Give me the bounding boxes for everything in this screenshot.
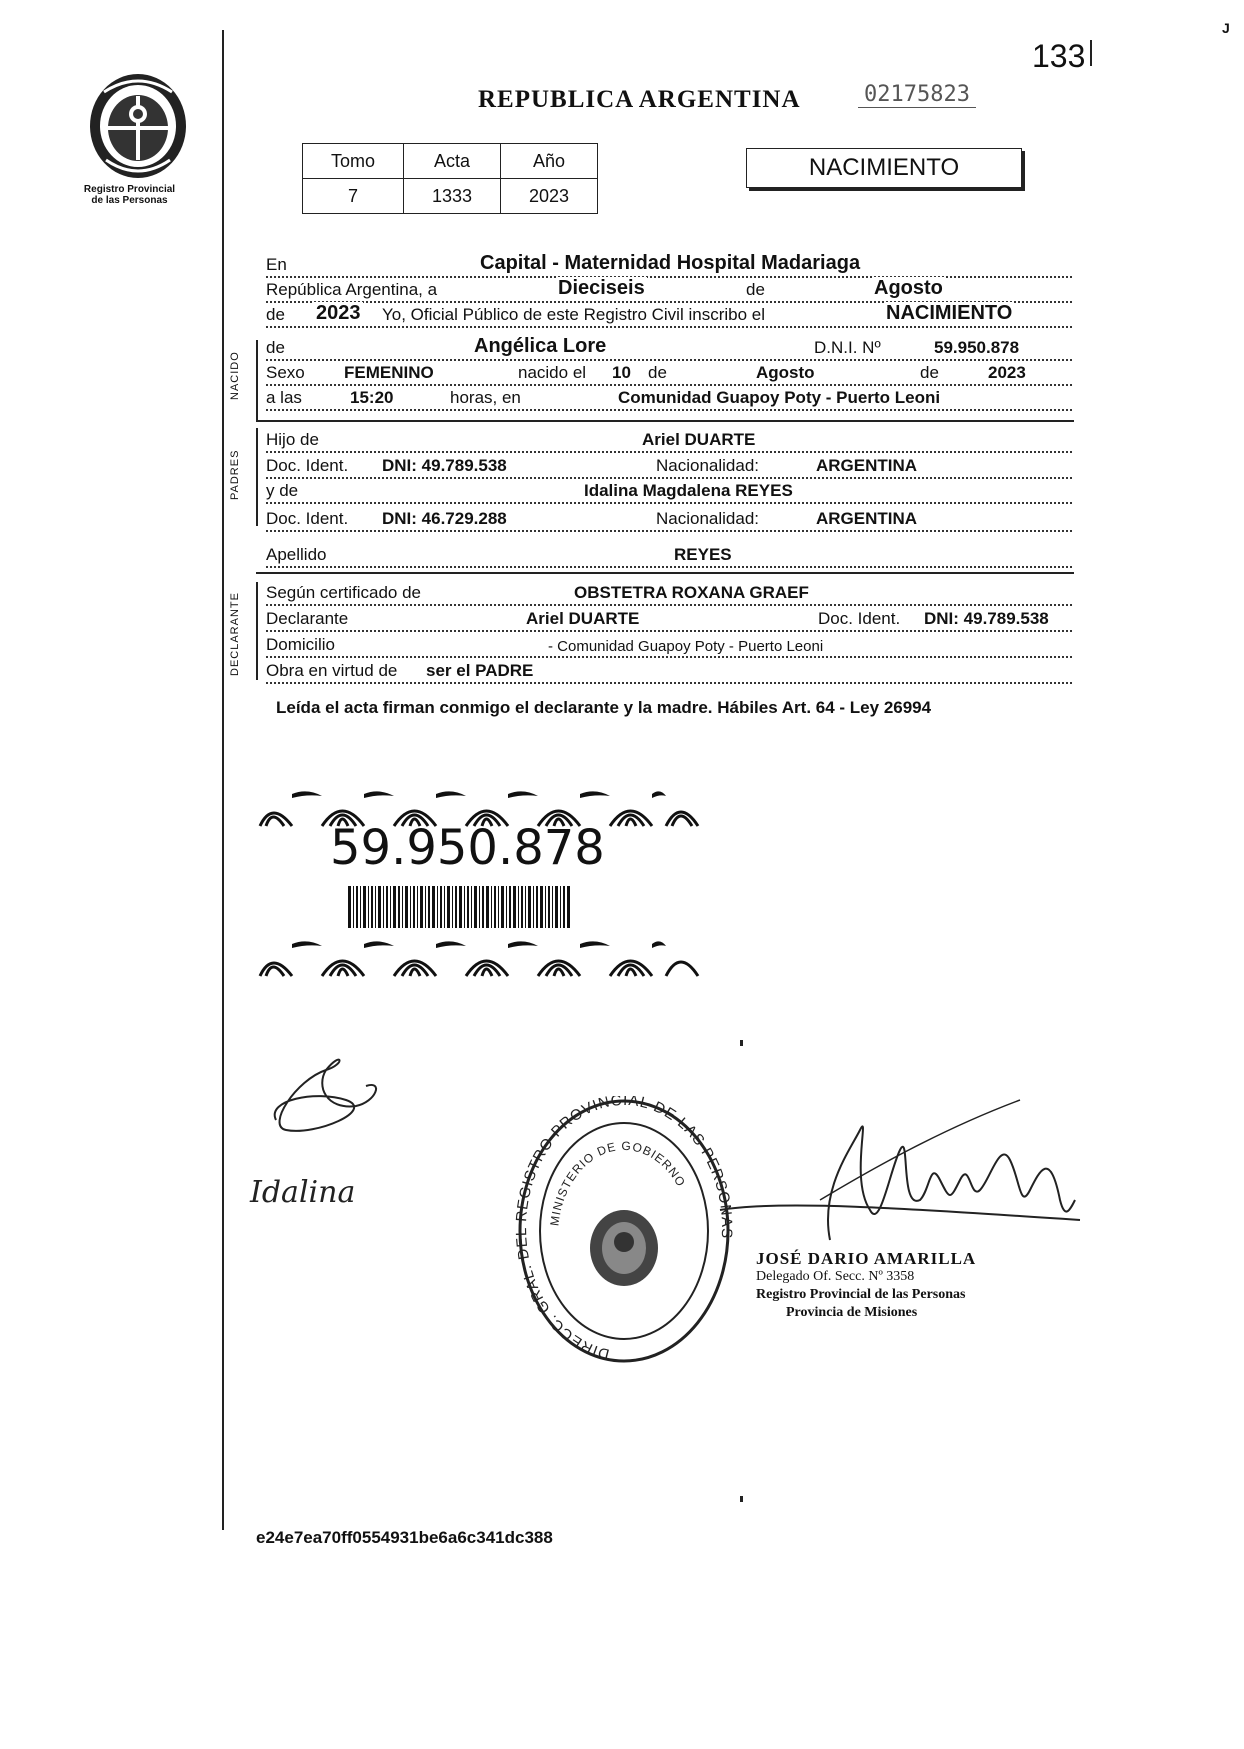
nacido-bracket	[256, 340, 258, 420]
seal-inner-text: MINISTERIO DE GOBIERNO	[547, 1138, 689, 1227]
declarante-bracket	[256, 582, 258, 680]
father-name: Ariel DUARTE	[642, 430, 756, 449]
section-divider-1	[256, 420, 1074, 422]
en-label: En	[266, 255, 290, 275]
father-nationality: ARGENTINA	[816, 456, 918, 475]
birth-de-label: de	[648, 363, 670, 383]
official-name: JOSÉ DARIO AMARILLA	[756, 1249, 977, 1268]
birth-hour: 15:20	[350, 388, 394, 407]
month-value: Agosto	[874, 277, 943, 299]
row-domicilio	[266, 630, 1072, 658]
nacido-de-label: de	[266, 338, 288, 358]
mother-nationality: ARGENTINA	[816, 509, 918, 528]
left-margin-line	[222, 30, 224, 1530]
row-place	[266, 250, 1072, 278]
mother-doc: DNI: 46.729.288	[382, 509, 507, 528]
tick-mark	[740, 1040, 743, 1046]
obra-value: ser el PADRE	[426, 661, 534, 680]
child-name: Angélica Lore	[474, 335, 607, 357]
row-apellido	[266, 540, 1072, 568]
birth-day: 10	[612, 363, 631, 382]
logo-label-line2: de las Personas	[91, 195, 168, 206]
record-table	[302, 143, 598, 214]
mother-nac-label: Nacionalidad:	[656, 509, 762, 529]
domicilio-label: Domicilio	[266, 635, 338, 655]
yde-label: y de	[266, 481, 301, 501]
padres-bracket	[256, 428, 258, 526]
nacido-el-label: nacido el	[518, 363, 589, 383]
row-year	[266, 300, 1072, 328]
header-acta: Acta	[404, 144, 501, 179]
cert-value: OBSTETRA ROXANA GRAEF	[574, 583, 809, 602]
row-declarante	[266, 604, 1072, 632]
declarante-name: Ariel DUARTE	[526, 609, 640, 628]
row-date	[266, 275, 1072, 303]
birth-de-label-2: de	[920, 363, 942, 383]
birth-month: Agosto	[756, 363, 815, 382]
tick-mark	[740, 1496, 743, 1502]
nacido-section-label: NACIDO	[229, 351, 241, 400]
year-value: 2023	[316, 302, 361, 324]
father-doc-label: Doc. Ident.	[266, 456, 351, 476]
declarante-doc-label: Doc. Ident.	[818, 609, 903, 629]
row-mother	[266, 476, 1072, 504]
corner-mark: J	[1222, 20, 1230, 36]
dni-label: D.N.I. Nº	[814, 338, 884, 358]
horas-label: horas, en	[450, 388, 524, 408]
value-acta: 1333	[404, 179, 501, 214]
sexo-label: Sexo	[266, 363, 308, 383]
de-label: de	[746, 280, 768, 300]
declarante-label: Declarante	[266, 609, 351, 629]
mother-doc-label: Doc. Ident.	[266, 509, 351, 529]
official-org: Registro Provincial de las Personas	[756, 1287, 966, 1302]
page-number: 133	[1032, 38, 1086, 74]
logo-label	[62, 184, 197, 206]
declarante-section-label: DECLARANTE	[229, 592, 241, 676]
row-sex	[266, 358, 1072, 386]
alas-label: a las	[266, 388, 305, 408]
obra-label: Obra en virtud de	[266, 661, 400, 681]
row-father	[266, 425, 1072, 453]
header-anio: Año	[501, 144, 598, 179]
yo-label: Yo, Oficial Público de este Registro Civil inscribo el	[382, 305, 768, 325]
declarant-signature	[256, 1040, 396, 1155]
child-dni: 59.950.878	[934, 338, 1020, 357]
section-divider-2	[256, 572, 1074, 574]
birth-year: 2023	[988, 363, 1026, 382]
row-mother-doc	[266, 504, 1072, 532]
row-hour	[266, 383, 1072, 411]
fingerprint-row-bottom	[252, 938, 702, 983]
apellido-label: Apellido	[266, 545, 330, 565]
mother-name: Idalina Magdalena REYES	[584, 481, 793, 500]
official-prov: Provincia de Misiones	[786, 1305, 918, 1320]
header-tomo: Tomo	[303, 144, 404, 179]
father-nac-label: Nacionalidad:	[656, 456, 762, 476]
sexo-value: FEMENINO	[344, 363, 434, 382]
row-father-doc	[266, 451, 1072, 479]
value-tomo: 7	[303, 179, 404, 214]
domicilio-value: - Comunidad Guapoy Poty - Puerto Leoni	[548, 638, 824, 655]
republica-label: República Argentina, a	[266, 280, 440, 300]
closing-note: Leída el acta firman conmigo el declarante y la madre. Hábiles Art. 64 - Ley 26994	[276, 698, 932, 717]
barcode	[348, 886, 570, 933]
day-value: Dieciseis	[558, 277, 645, 299]
document-hash: e24e7ea70ff0554931be6a6c341dc388	[256, 1528, 553, 1547]
official-role: Delegado Of. Secc. Nº 3358	[756, 1269, 915, 1284]
birth-place: Comunidad Guapoy Poty - Puerto Leoni	[618, 388, 941, 407]
cert-label: Según certificado de	[266, 583, 424, 603]
official-signer-block	[756, 1250, 976, 1322]
right-margin-line	[1090, 40, 1092, 66]
document-title: REPUBLICA ARGENTINA	[478, 86, 801, 113]
father-doc: DNI: 49.789.538	[382, 456, 507, 475]
padres-section-label: PADRES	[229, 449, 241, 500]
row-name	[266, 333, 1072, 361]
apellido-value: REYES	[674, 545, 732, 564]
row-cert	[266, 578, 1072, 606]
province-emblem	[86, 70, 190, 187]
inscribo-value: NACIMIENTO	[886, 302, 1013, 324]
de-label-2: de	[266, 305, 288, 325]
hijo-label: Hijo de	[266, 430, 322, 450]
mother-handwritten-name: Idalina	[250, 1175, 356, 1210]
serial-number: 02175823	[858, 82, 976, 108]
place-value: Capital - Maternidad Hospital Madariaga	[480, 252, 861, 274]
seal-outer-text: DIRECC. GRAL. DEL REGISTRO PROVINCIAL DE LAS PERSONAS	[514, 1096, 734, 1363]
logo-label-line1: Registro Provincial	[83, 184, 176, 195]
value-anio: 2023	[501, 179, 598, 214]
row-obra	[266, 656, 1072, 684]
declarante-doc: DNI: 49.789.538	[924, 609, 1049, 628]
stamp-number: 59.950.878	[330, 820, 605, 876]
record-type-box: NACIMIENTO	[746, 148, 1022, 188]
